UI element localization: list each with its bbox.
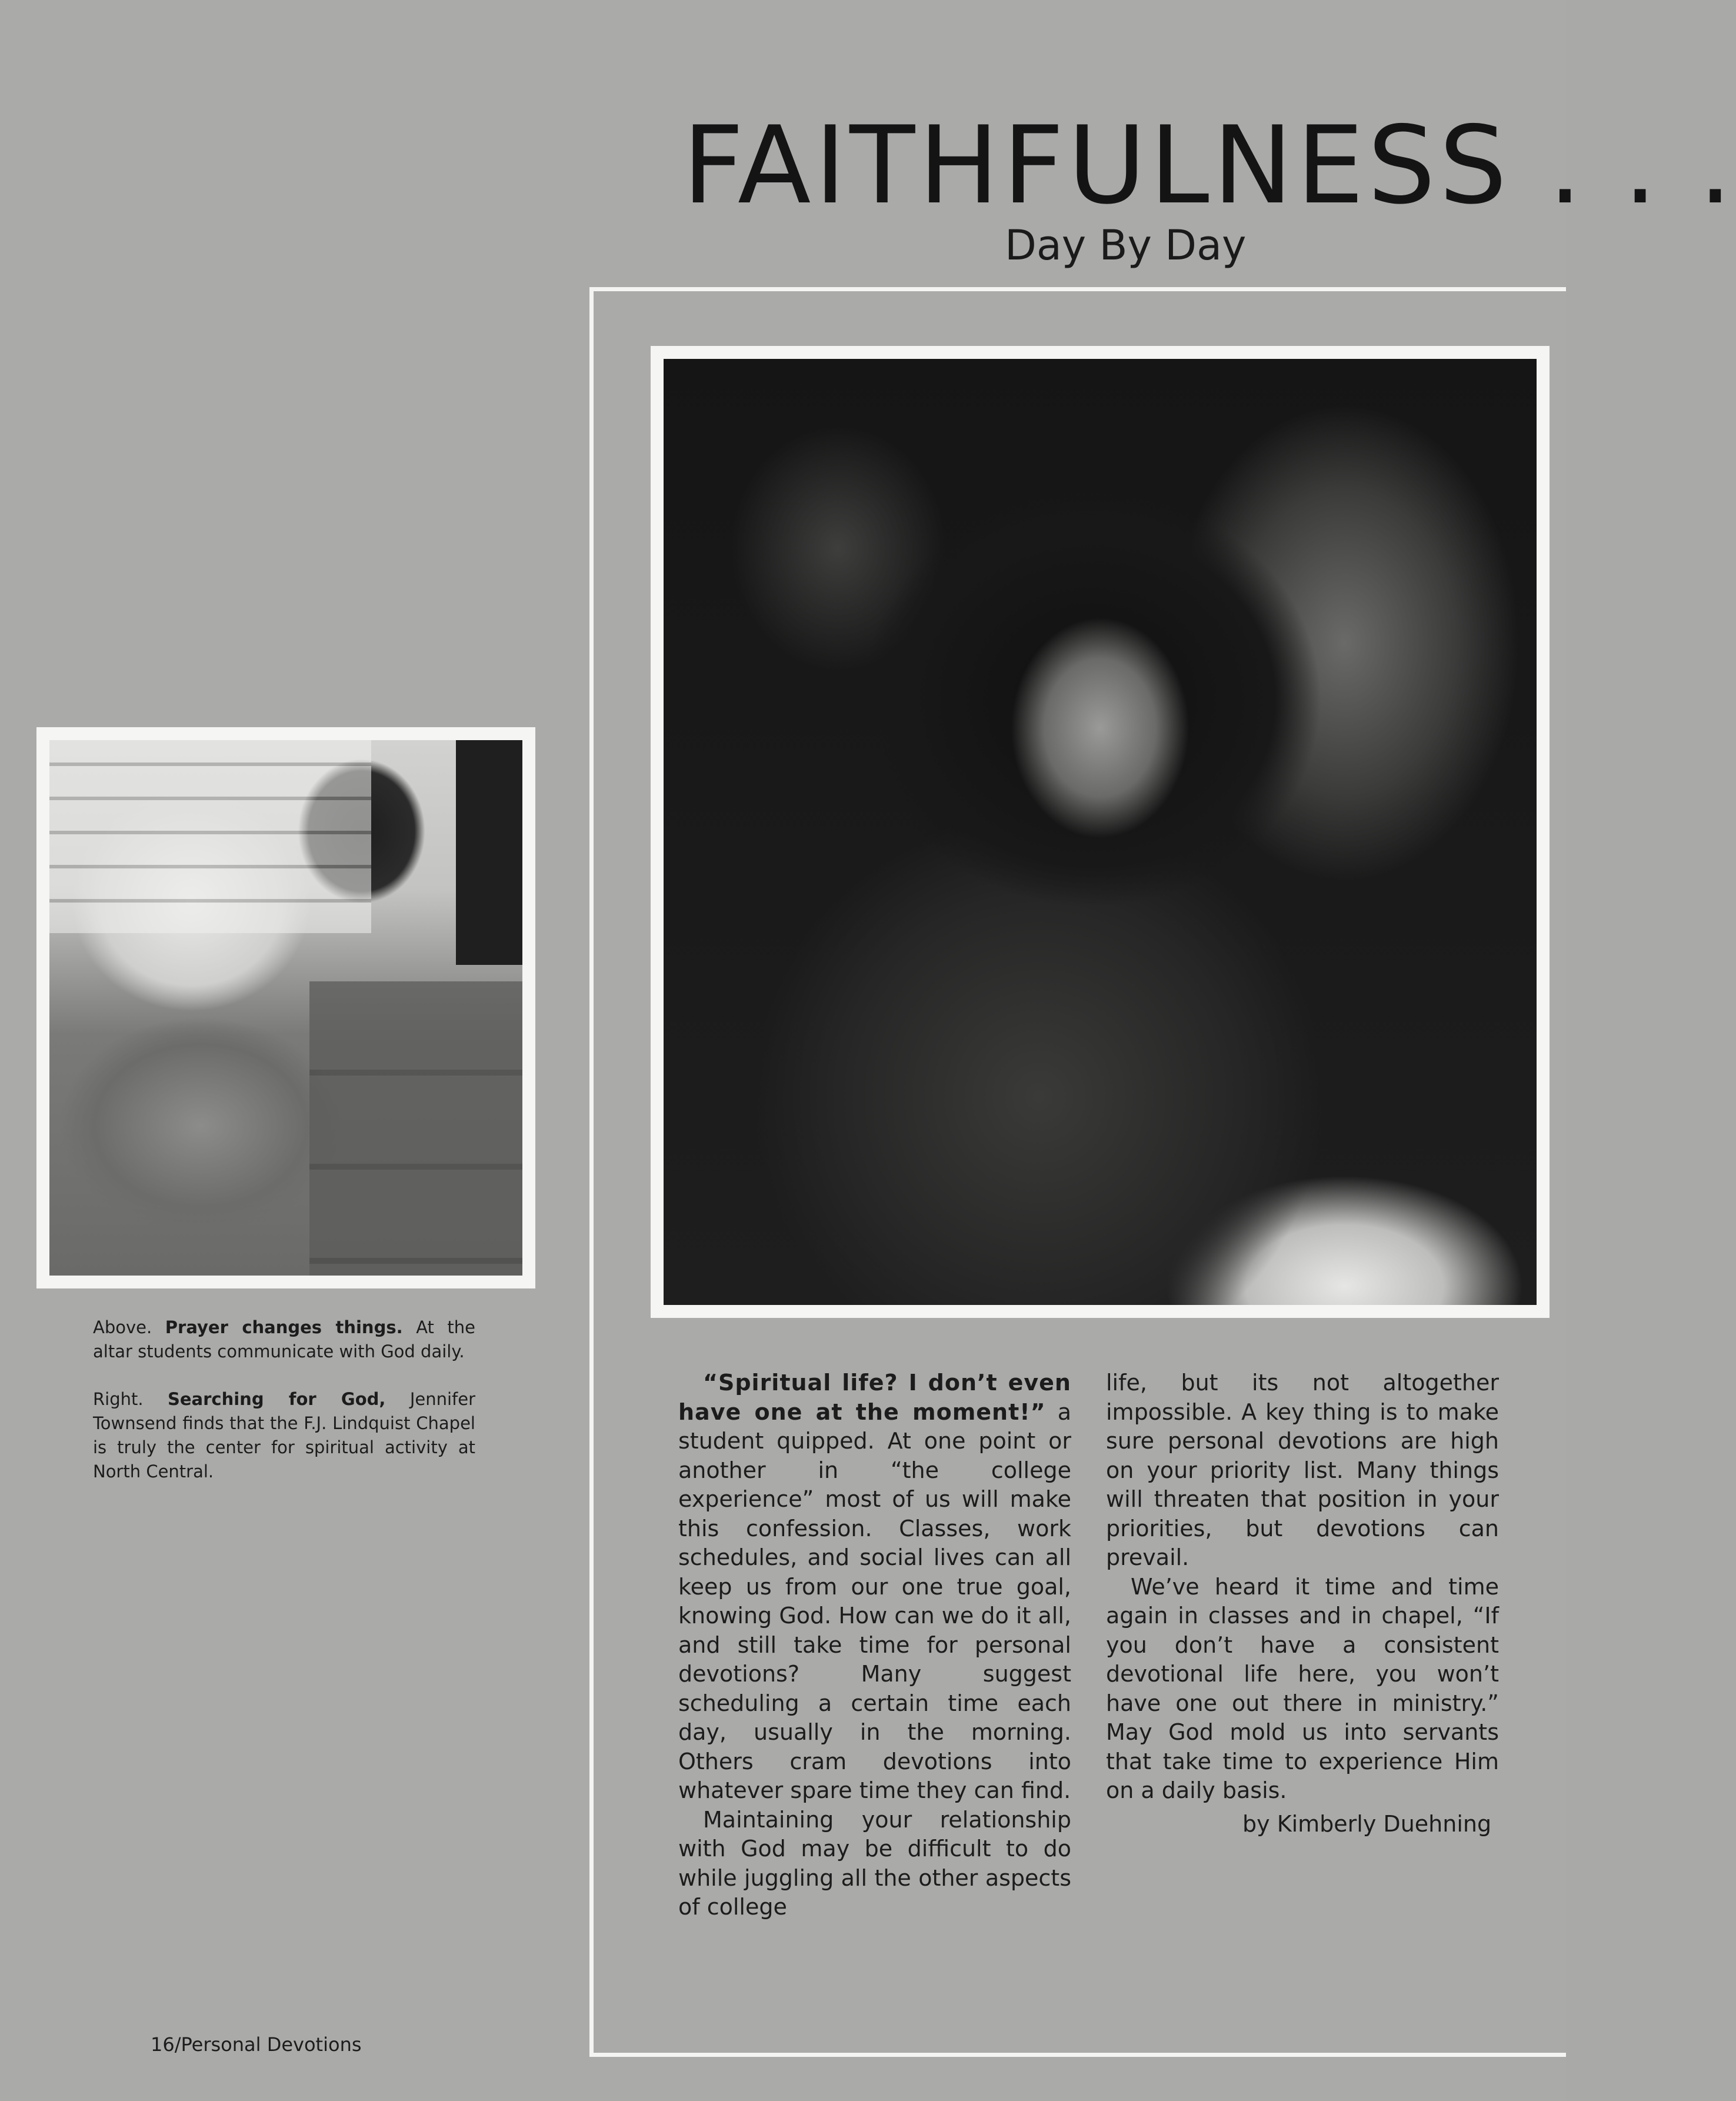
page-subtitle: Day By Day [1005, 221, 1247, 269]
brick-wall [49, 740, 371, 933]
article-byline: by Kimberly Duehning [1242, 1811, 1492, 1837]
caption-right [93, 1387, 475, 1484]
article-paragraph [1106, 1573, 1499, 1806]
article-column-2 [1106, 1369, 1499, 1806]
article-column-1 [678, 1369, 1071, 1922]
caption-above-text: At the altar students communicate with God daily. [93, 1317, 476, 1361]
article-paragraph [678, 1369, 1071, 1806]
caption-above-bold: Prayer changes things. [165, 1317, 403, 1337]
article-text: Maintaining your relationship with God may be difficult to do while juggling all the other aspects of college [678, 1806, 1071, 1920]
caption-right-bold: Searching for God, [167, 1389, 386, 1409]
caption-right-text: Jennifer Townsend finds that the F.J. Lindquist Chapel is truly the center for spiritual activity at North Central. [93, 1389, 475, 1481]
small-photo [36, 727, 535, 1288]
article-lead-quote: “Spiritual life? I don’t even have one at the moment!” [678, 1370, 1071, 1425]
page-folio: 16/Personal Devotions [151, 2033, 362, 2056]
caption-above-lead: Above. [93, 1317, 152, 1337]
page-title: FAITHFULNESS . . . [682, 103, 1736, 228]
photo-captions [93, 1316, 475, 1507]
article-paragraph [678, 1806, 1071, 1922]
article-text: life, but its not altogether impossible. A key thing is to make sure personal devotions are high on your priority list. Many things will threaten that position in your priorities, but devotions can prevail. [1106, 1370, 1499, 1570]
article-text: a student quipped. At one point or another in “the college experience” most of us will make this confession. Classes, work schedules, and social lives can all keep us from our one true goal, knowing God. How can we do it all, and still take time for personal devotions? Many suggest scheduling a certain time each day, usually in the morning. Others cram devotions into whatever spare time they can find. [678, 1399, 1071, 1803]
altar-steps [309, 981, 522, 1276]
article-paragraph [1106, 1369, 1499, 1573]
doorpost [456, 740, 522, 965]
photo-student-praying-altar-icon [49, 740, 522, 1276]
caption-right-lead: Right. [93, 1389, 144, 1409]
main-photo [651, 346, 1550, 1318]
photo-student-chapel-icon [664, 359, 1537, 1305]
caption-above [93, 1316, 475, 1364]
article-text: We’ve heard it time and time again in classes and in chapel, “If you don’t have a consistent devotional life here, you won’t have one out there in ministry.” May God mold us into servants that take time to experience Him on a daily basis. [1106, 1573, 1499, 1803]
